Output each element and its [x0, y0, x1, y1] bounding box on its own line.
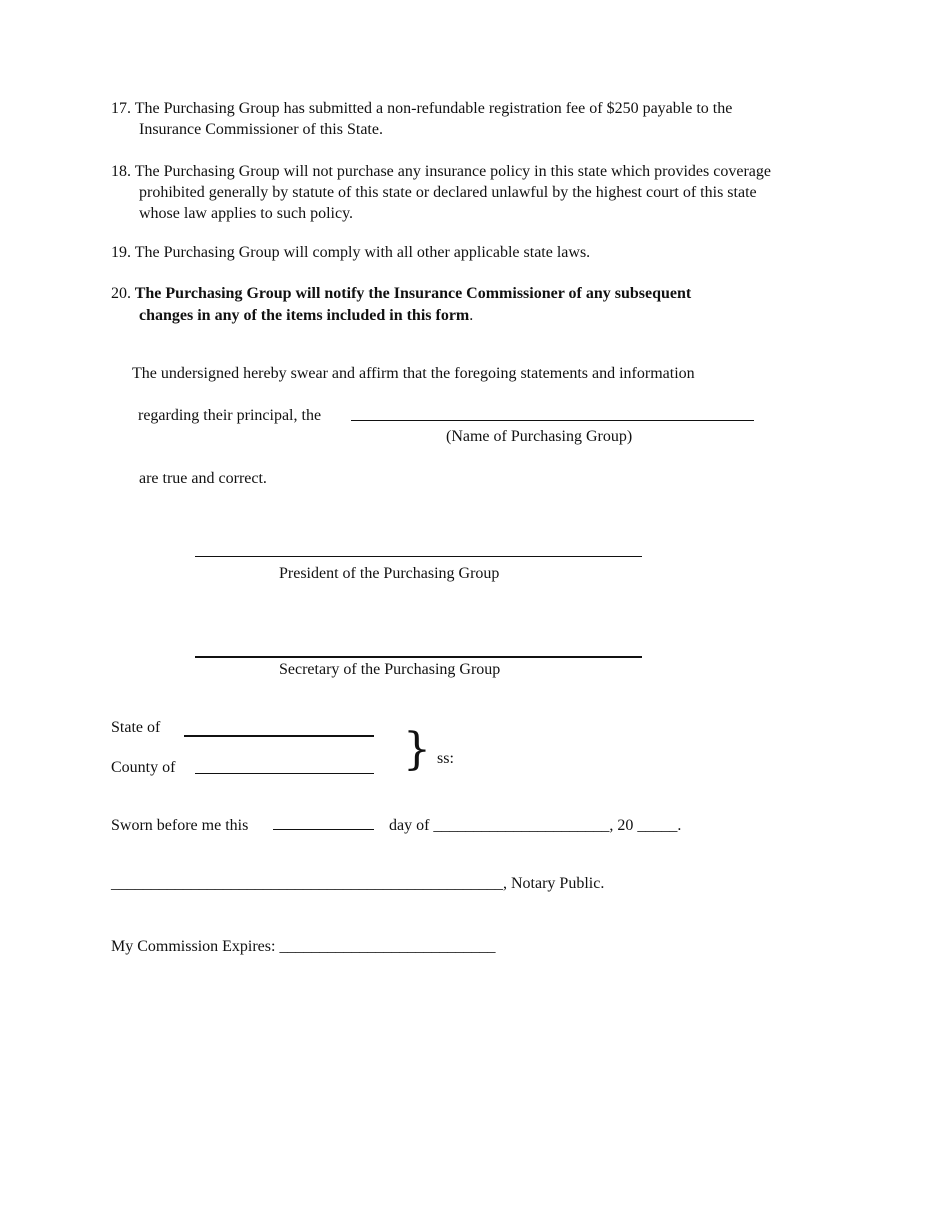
notary-public-line: _________________________________________________, Notary Public.: [111, 875, 605, 892]
state-label: State of: [111, 719, 161, 736]
county-field-line[interactable]: [195, 773, 374, 774]
affirmation-line-2: regarding their principal, the: [138, 407, 322, 424]
president-caption: President of the Purchasing Group: [279, 565, 500, 582]
name-caption: (Name of Purchasing Group): [446, 428, 633, 445]
affirmation-line-3: are true and correct.: [139, 470, 267, 487]
brace-symbol: }: [403, 724, 431, 775]
item-trailing-period: .: [469, 307, 474, 324]
sworn-label: Sworn before me this: [111, 817, 249, 834]
item-text-line: The Purchasing Group has submitted a non-refundable registration fee of $250 payable to the: [134, 100, 733, 117]
item-text-line: The Purchasing Group will not purchase any insurance policy in this state which provides coverage: [134, 163, 771, 180]
day-of-text: day of ______________________, 20 _____.: [389, 817, 682, 834]
purchasing-group-name-line[interactable]: [351, 420, 754, 421]
item-text-line: The Purchasing Group will notify the Insurance Commissioner of any subsequent: [134, 285, 692, 302]
ss-label: ss:: [437, 750, 454, 767]
president-signature-line[interactable]: [195, 556, 642, 557]
secretary-caption: Secretary of the Purchasing Group: [279, 661, 501, 678]
item-text-line: Insurance Commissioner of this State.: [139, 121, 383, 138]
item-text-line: whose law applies to such policy.: [139, 205, 354, 222]
sworn-day-line[interactable]: [273, 829, 374, 830]
affirmation-line-1: The undersigned hereby swear and affirm that the foregoing statements and information: [132, 365, 695, 382]
item-text-line: The Purchasing Group will comply with all other applicable state laws.: [134, 244, 591, 261]
commission-expires-line: My Commission Expires: ___________________________: [111, 938, 496, 955]
item-19: [111, 242, 810, 263]
item-number: 18.: [111, 163, 131, 180]
secretary-signature-line[interactable]: [195, 656, 642, 658]
item-number: 17.: [111, 100, 131, 117]
county-label: County of: [111, 759, 176, 776]
item-number: 20.: [111, 285, 131, 302]
item-number: 19.: [111, 244, 131, 261]
item-20: [111, 283, 810, 327]
state-field-line[interactable]: [184, 735, 374, 737]
item-17: [111, 98, 810, 140]
item-text-line: prohibited generally by statute of this state or declared unlawful by the highest court of this state: [139, 184, 757, 201]
item-18: [111, 161, 810, 224]
item-text-line: changes in any of the items included in this form: [139, 307, 470, 324]
